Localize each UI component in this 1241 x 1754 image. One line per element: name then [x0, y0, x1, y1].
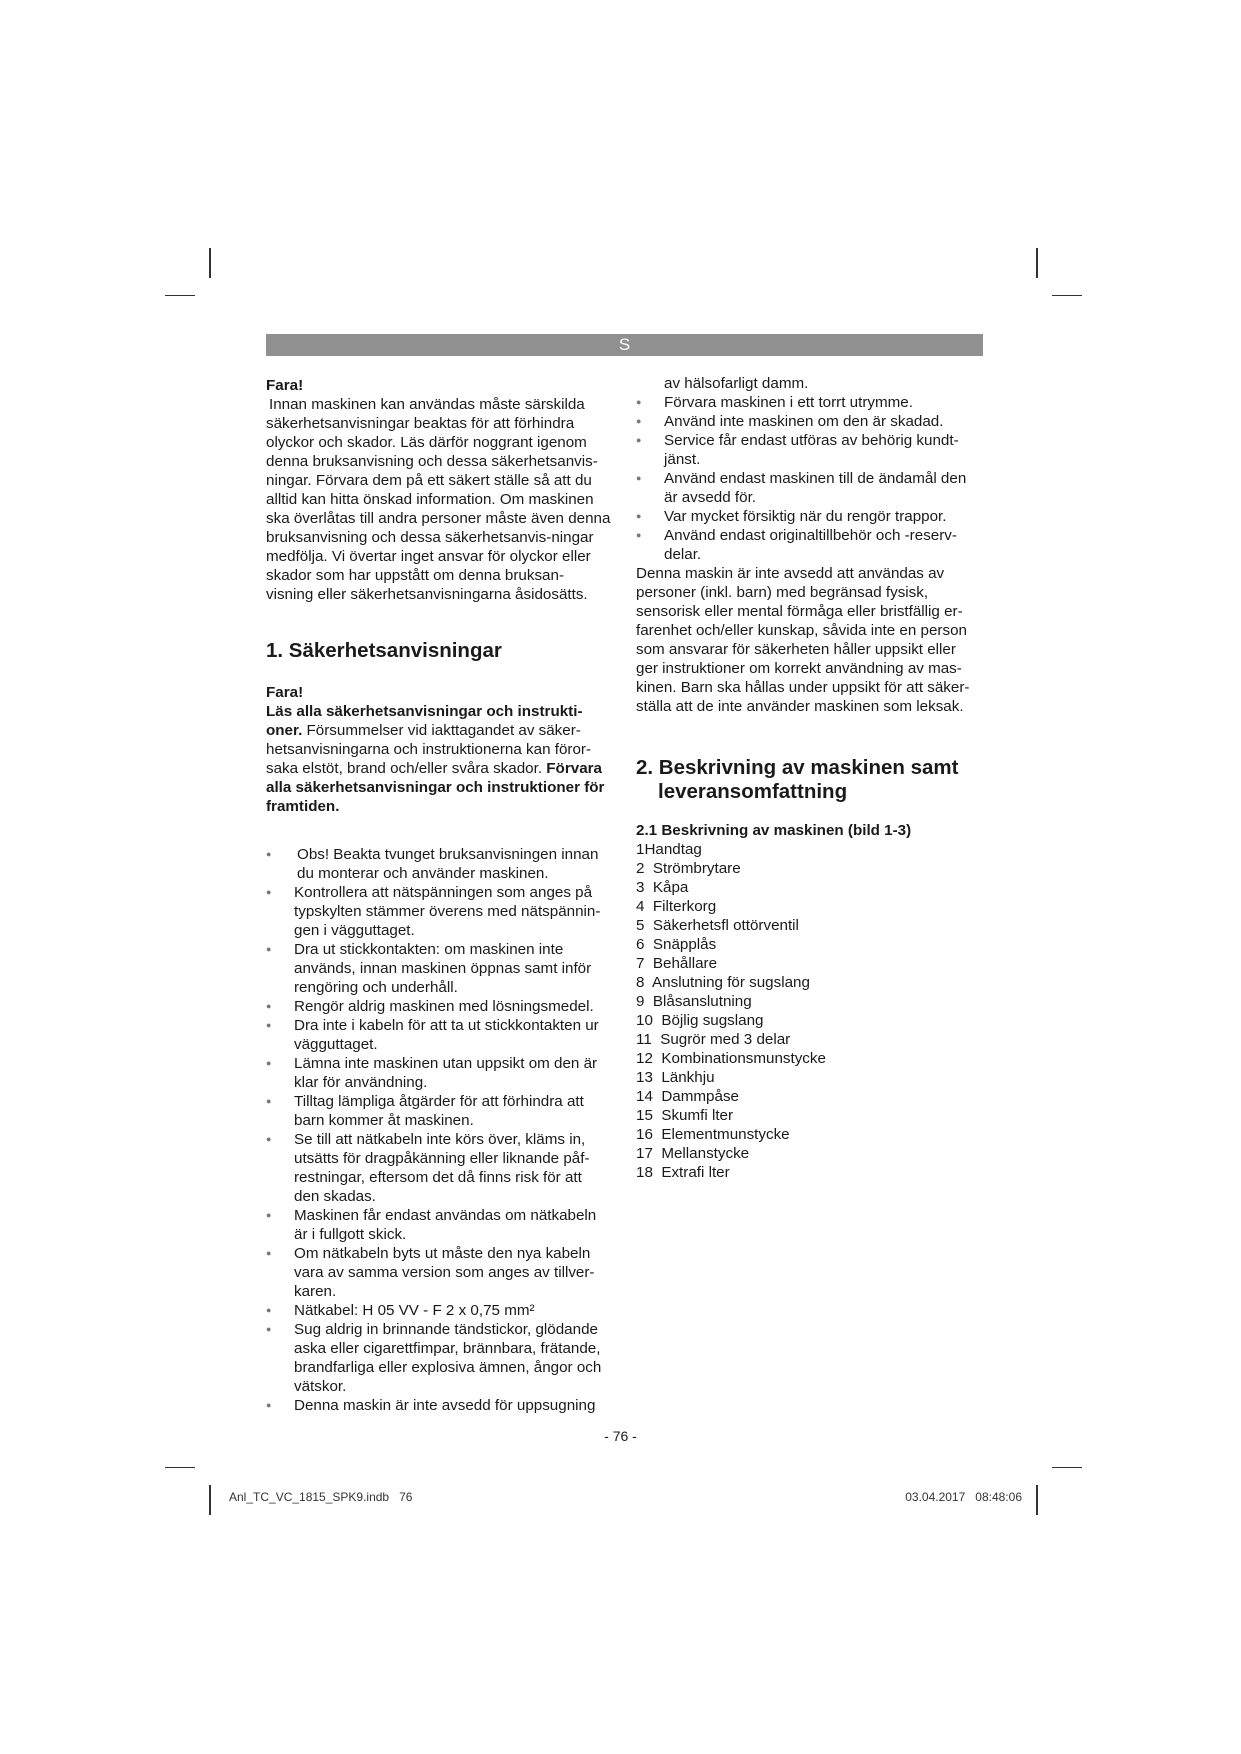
list-item: 8 Anslutning för sugslang [636, 974, 810, 991]
list-item: 17 Mellanstycke [636, 1145, 750, 1162]
page-number: - 76 - [604, 1428, 637, 1444]
list-item: 15 Skumfi lter [636, 1107, 734, 1124]
list-item: ● Använd endast maskinen till de ändamål den är avsedd för. [636, 469, 982, 507]
section-2-title-line-2: leveransomfattning [658, 780, 848, 803]
crop-mark [209, 1485, 211, 1515]
list-item: ● Nätkabel: H 05 VV - F 2 x 0,75 mm² [266, 1301, 611, 1320]
children-paragraph: Denna maskin är inte avsedd att användas av personer (inkl. barn) med begränsad fysisk, sensorisk eller mental förmåga eller bristfällig er-farenhet och/eller kunskap, såvida inte en person som ansvarar för säkerheten håller uppsikt eller ger instruktioner om korrekt användning av mas-kinen. Barn ska hållas under uppsikt för att säker-ställa att de inte använder maskinen som leksak. [636, 565, 970, 715]
list-item: 9 Blåsanslutning [636, 993, 752, 1010]
list-item: ● Obs! Beakta tvunget bruksanvisningen innan du monterar och använder maskinen. [266, 845, 611, 883]
safety-bullet-list [266, 845, 611, 1415]
list-item: 2 Strömbrytare [636, 860, 741, 877]
crop-mark [1052, 1467, 1082, 1468]
list-item: 10 Böjlig sugslang [636, 1012, 764, 1029]
list-item: ● Se till att nätkabeln inte körs över, kläms in, utsätts för dragpåkänning eller liknande påf-restningar, eftersom det då finns risk för att den skadas. [266, 1130, 611, 1206]
language-header-bar [266, 334, 983, 356]
subsection-title: 2.1 Beskrivning av maskinen (bild 1-3) [636, 822, 912, 839]
crop-mark [1036, 248, 1038, 278]
list-item: 14 Dammpåse [636, 1088, 739, 1105]
warning-text: Försummelser vid iakttagandet av säker-hetsanvisningarna och instruktionerna kan föror-saka elstöt, brand och/eller svåra skador. [266, 722, 592, 777]
list-item: 7 Behållare [636, 955, 718, 972]
list-item: ● Använd inte maskinen om den är skadad. [636, 412, 982, 431]
footer-timestamp: 03.04.2017 08:48:06 [905, 1490, 1022, 1504]
list-item: 6 Snäpplås [636, 936, 717, 953]
section-1-title: 1. Säkerhetsanvisningar [266, 639, 502, 662]
warning-bold-2: Förvara alla säkerhetsanvisningar och instruktioner för framtiden. [266, 760, 605, 815]
list-item: ● Förvara maskinen i ett torrt utrymme. [636, 393, 982, 412]
list-item: 18 Extrafi lter [636, 1164, 730, 1181]
section-2-title-line-1: 2. Beskrivning av maskinen samt [636, 756, 959, 779]
list-item: ● Använd endast originaltillbehör och -reserv-delar. [636, 526, 982, 564]
warning-paragraph [266, 702, 611, 816]
list-item: ● Rengör aldrig maskinen med lösningsmedel. [266, 997, 611, 1016]
list-item: ● Maskinen får endast användas om nätkabeln är i fullgott skick. [266, 1206, 611, 1244]
list-item: ● Sug aldrig in brinnande tändstickor, glödande aska eller cigarettfimpar, brännbara, frätande, brandfarliga eller explosiva ämnen, ångor och vätskor. [266, 1320, 611, 1396]
warning-title: Fara! [266, 684, 304, 701]
list-item: 4 Filterkorg [636, 898, 717, 915]
intro-text: Innan maskinen kan användas måste särskilda säkerhetsanvisningar beaktas för att förhindra olyckor och skador. Läs därför noggrant igenom denna bruksanvisning och dessa säkerhetsanvis-ningar. Förvara dem på ett säkert ställe så att du alltid kan hitta önskad information. Om maskinen ska överlåtas till andra personer måste även denna bruksanvisning och dessa säkerhetsanvis-ningar medfölja. Vi övertar inget ansvar för olyckor eller skador som har uppstått om denna bruksan-visning eller säkerhetsanvisningarna åsidosätts. [266, 396, 611, 603]
list-item: 16 Elementmunstycke [636, 1126, 790, 1143]
intro-title: Fara! [266, 377, 304, 394]
list-item: 11 Sugrör med 3 delar [636, 1031, 791, 1048]
list-item: 12 Kombinationsmunstycke [636, 1050, 826, 1067]
footer-filename: Anl_TC_VC_1815_SPK9.indb 76 [229, 1490, 413, 1504]
parts-list [636, 840, 982, 1182]
list-item: 1Handtag [636, 841, 702, 858]
warning-bold-1: Läs alla säkerhetsanvisningar och instrukti-oner. [266, 703, 583, 739]
left-column [266, 376, 611, 1415]
continued-text: av hälsofarligt damm. [664, 375, 809, 392]
list-item: ● Om nätkabeln byts ut måste den nya kabeln vara av samma version som anges av tillver-karen. [266, 1244, 611, 1301]
list-item: ● Dra ut stickkontakten: om maskinen inte används, innan maskinen öppnas samt inför rengöring och underhåll. [266, 940, 611, 997]
crop-mark [165, 1467, 195, 1468]
list-item: ● Kontrollera att nätspänningen som anges på typskylten stämmer överens med nätspännin-gen i vägguttaget. [266, 883, 611, 940]
list-item: ● Var mycket försiktig när du rengör trappor. [636, 507, 982, 526]
list-item: ● Lämna inte maskinen utan uppsikt om den är klar för användning. [266, 1054, 611, 1092]
right-bullet-list [636, 393, 982, 564]
list-item: ● Tilltag lämpliga åtgärder för att förhindra att barn kommer åt maskinen. [266, 1092, 611, 1130]
list-item: 5 Säkerhetsfl ottörventil [636, 917, 799, 934]
list-item: ● Denna maskin är inte avsedd för uppsugning [266, 1396, 611, 1415]
crop-mark [209, 248, 211, 278]
right-column [636, 374, 982, 1182]
list-item: 13 Länkhju [636, 1069, 715, 1086]
crop-mark [1036, 1485, 1038, 1515]
crop-mark [165, 295, 195, 296]
list-item: ● Service får endast utföras av behörig kundt-jänst. [636, 431, 982, 469]
language-label: S [618, 335, 631, 354]
crop-mark [1052, 295, 1082, 296]
list-item: 3 Kåpa [636, 879, 689, 896]
list-item: ● Dra inte i kabeln för att ta ut stickkontakten ur vägguttaget. [266, 1016, 611, 1054]
